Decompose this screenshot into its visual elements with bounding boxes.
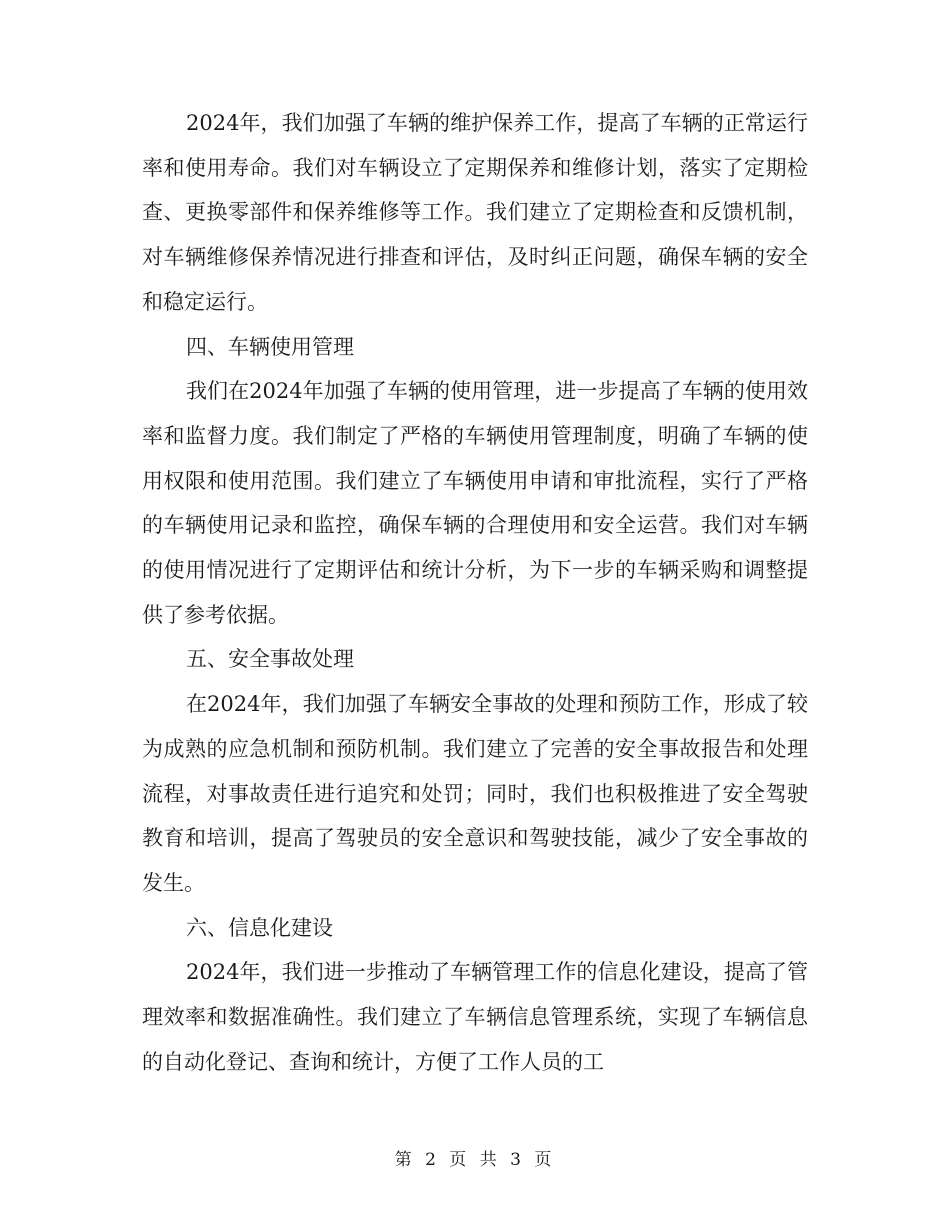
paragraph-informatization: 2024年，我们进一步推动了车辆管理工作的信息化建设，提高了管理效率和数据准确性。我们建立了车辆信息管理系统，实现了车辆信息的自动化登记、查询和统计，方便了工作人员的工 xyxy=(142,960,808,1074)
page-number-footer: 第 2 页 共 3 页 xyxy=(394,1150,556,1170)
document-body xyxy=(142,101,808,1084)
section-heading-informatization: 六、信息化建设 xyxy=(186,915,333,940)
section-heading-vehicle-usage: 四、车辆使用管理 xyxy=(186,334,354,359)
paragraph-maintenance: 2024年，我们加强了车辆的维护保养工作，提高了车辆的正常运行率和使用寿命。我们对车辆设立了定期保养和维修计划，落实了定期检查、更换零部件和保养维修等工作。我们建立了定期检查和反馈机制，对车辆维修保养情况进行排查和评估，及时纠正问题，确保车辆的安全和稳定运行。 xyxy=(142,111,808,314)
paragraph-safety-accidents: 在2024年，我们加强了车辆安全事故的处理和预防工作，形成了较为成熟的应急机制和预防机制。我们建立了完善的安全事故报告和处理流程，对事故责任进行追究和处罚；同时，我们也积极推进了安全驾驶教育和培训，提高了驾驶员的安全意识和驾驶技能，减少了安全事故的发生。 xyxy=(142,692,808,895)
paragraph-vehicle-usage: 我们在2024年加强了车辆的使用管理，进一步提高了车辆的使用效率和监督力度。我们制定了严格的车辆使用管理制度，明确了车辆的使用权限和使用范围。我们建立了车辆使用申请和审批流程，实行了严格的车辆使用记录和监控，确保车辆的合理使用和安全运营。我们对车辆的使用情况进行了定期评估和统计分析，为下一步的车辆采购和调整提供了参考依据。 xyxy=(142,379,808,627)
section-heading-safety-accidents: 五、安全事故处理 xyxy=(186,647,354,672)
